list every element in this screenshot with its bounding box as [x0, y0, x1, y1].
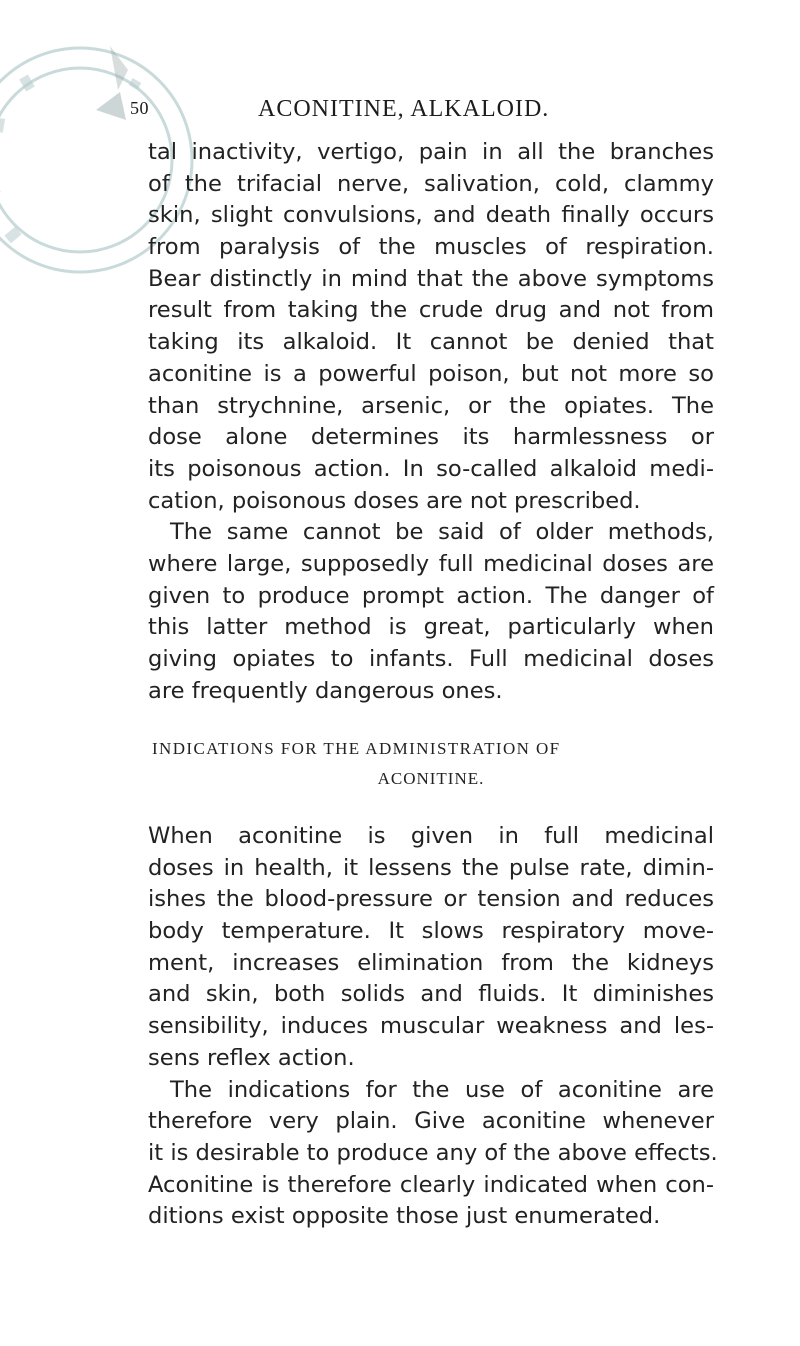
running-head: ACONITINE, ALKALOID.: [258, 96, 550, 122]
text-line: result from taking the crude drug and not from: [148, 297, 714, 324]
text-line: than strychnine, arsenic, or the opiates. The: [148, 392, 714, 419]
text-line: ment, increases elimination from the kidneys: [148, 949, 714, 976]
text-line: taking its alkaloid. It cannot be denied that: [148, 329, 714, 356]
text-line: dose alone determines its harmlessness or: [148, 424, 714, 451]
text-line: ishes the blood-pressure or tension and reduces: [148, 886, 714, 913]
text-line: cation, poisonous doses are not prescribed.: [148, 487, 641, 514]
text-line: Bear distinctly in mind that the above symptoms: [148, 265, 714, 292]
text-line: aconitine is a powerful poison, but not more so: [148, 360, 714, 387]
text-line: it is desirable to produce any of the above effects.: [148, 1139, 718, 1166]
text-line: When aconitine is given in full medicinal: [148, 823, 714, 849]
text-line: sensibility, induces muscular weakness and les-: [148, 1013, 714, 1040]
text-line: of the trifacial nerve, salivation, cold, clammy: [148, 170, 714, 197]
text-line: giving opiates to infants. Full medicinal doses: [148, 646, 714, 672]
text-line: ditions exist opposite those just enumerated.: [148, 1203, 661, 1230]
text-line: where large, supposedly full medicinal doses are: [148, 550, 714, 577]
text-line: sens reflex action.: [148, 1044, 355, 1071]
section-heading-line: ACONITINE.: [377, 769, 485, 788]
text-line: this latter method is great, particularly when: [148, 614, 714, 641]
text-line: doses in health, it lessens the pulse rate, dimin-: [148, 854, 714, 881]
text-line: given to produce prompt action. The danger of: [148, 582, 714, 609]
text-line: from paralysis of the muscles of respiration.: [148, 234, 714, 261]
text-line: body temperature. It slows respiratory move-: [148, 918, 714, 945]
text-line: and skin, both solids and fluids. It diminishes: [148, 981, 714, 1008]
page-header: [0, 92, 800, 132]
text-line: The indications for the use of aconitine are: [170, 1076, 714, 1103]
section-heading: [148, 734, 714, 794]
body-text-top: [148, 137, 714, 707]
text-line: The same cannot be said of older methods,: [170, 519, 714, 546]
section-heading-line: INDICATIONS FOR THE ADMINISTRATION OF: [152, 739, 561, 758]
body-text-bottom: [148, 821, 718, 1233]
text-line: Aconitine is therefore clearly indicated when con-: [148, 1171, 714, 1198]
text-line: tal inactivity, vertigo, pain in all the branches: [148, 139, 714, 165]
text-line: are frequently dangerous ones.: [148, 677, 503, 704]
page-number: 50: [130, 98, 149, 118]
text-line: its poisonous action. In so-called alkaloid medi-: [148, 455, 714, 482]
text-line: therefore very plain. Give aconitine whenever: [148, 1108, 714, 1135]
text-line: skin, slight convulsions, and death finally occurs: [148, 202, 714, 229]
